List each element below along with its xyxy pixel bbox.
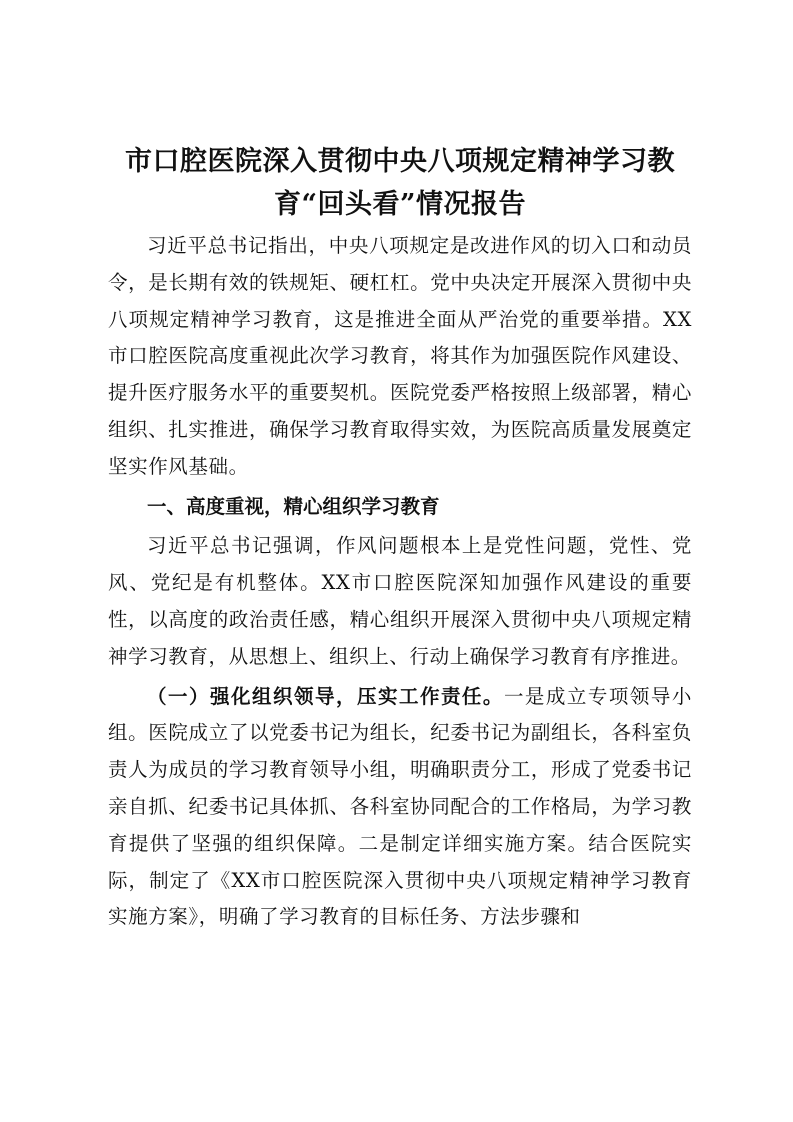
subsection-1-lead: （一）强化组织领导，压实工作责任。 (147, 684, 504, 708)
subsection-1-body: 一是成立专项领导小组。医院成立了以党委书记为组长，纪委书记为副组长，各科室负责人为成员的学习教育领导小组，明确职责分工，形成了党委书记亲自抓、纪委书记具体抓、各科室协同配合的工作格局，为学习教育提供了坚强的组织保障。二是制定详细实施方案。结合医院实际，制定了《XX市口腔医院深入贯彻中央八项规定精神学习教育实施方案》，明确了学习教育的目标任务、方法步骤和 (108, 684, 693, 929)
intro-paragraph: 习近平总书记指出，中央八项规定是改进作风的切入口和动员令，是长期有效的铁规矩、硬杠杠。党中央决定开展深入贯彻中央八项规定精神学习教育，这是推进全面从严治党的重要举措。XX市口腔医院高度重视此次学习教育，将其作为加强医院作风建设、提升医疗服务水平的重要契机。医院党委严格按照上级部署，精心组织、扎实推进，确保学习教育取得实效，为医院高质量发展奠定坚实作风基础。 (108, 234, 692, 478)
section-1-paragraph: 习近平总书记强调，作风问题根本上是党性问题，党性、党风、党纪是有机整体。XX市口腔医院深知加强作风建设的重要性，以高度的政治责任感，精心组织开展深入贯彻中央八项规定精神学习教育，从思想上、组织上、行动上确保学习教育有序推进。 (108, 534, 692, 668)
title-line-2: 育“回头看”情况报告 (273, 189, 527, 220)
document-title (108, 140, 692, 226)
subsection-1-paragraph (108, 679, 692, 937)
title-line-1: 市口腔医院深入贯彻中央八项规定精神学习教 (125, 146, 675, 177)
document-page (108, 140, 692, 936)
section-heading-1: 一、高度重视，精心组织学习教育 (147, 494, 440, 518)
